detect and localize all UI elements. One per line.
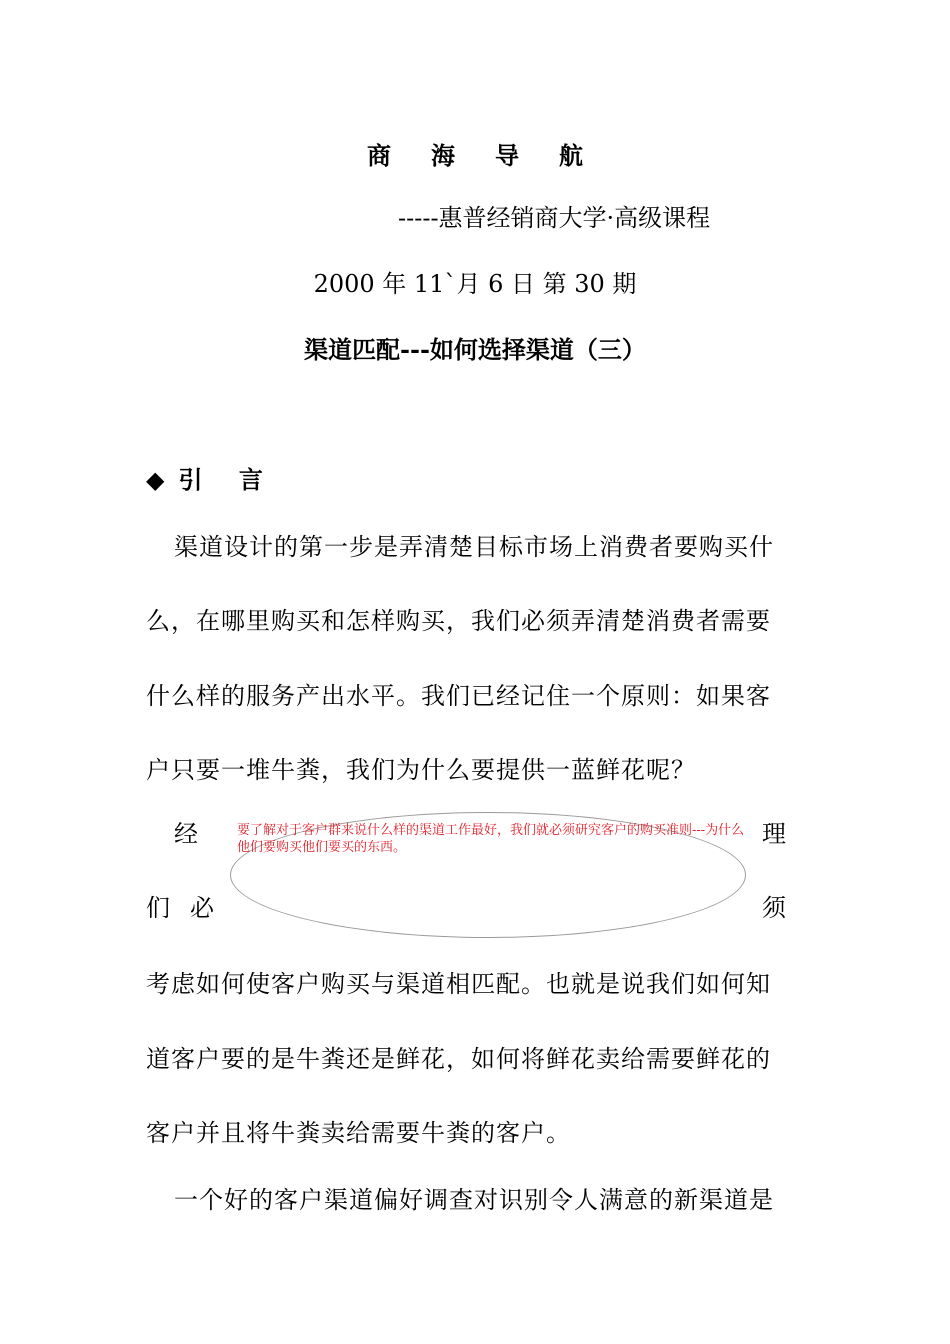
article-heading: 渠道匹配---如何选择渠道（三） [304,335,646,364]
paragraph-line: 户只要一堆牛粪，我们为什么要提供一蓝鲜花呢？ [146,756,696,784]
text-fragment: 须 [762,894,786,922]
issue-date: 2000 年 11`月 6 日 第 30 期 [313,270,637,298]
title-char-3: 导 [495,141,519,170]
paragraph-line: 客户并且将牛粪卖给需要牛粪的客户。 [146,1119,571,1147]
paragraph-line: 么，在哪里购买和怎样购买，我们必须弄清楚消费者需要 [146,607,771,635]
section-heading [146,460,277,495]
text-fragment: 理 [762,820,786,848]
page-title [0,136,950,171]
subtitle: -----惠普经销商大学·高级课程 [398,204,711,232]
paragraph-line: 什么样的服务产出水平。我们已经记住一个原则：如果客 [146,682,771,710]
paragraph-line: 渠道设计的第一步是弄清楚目标市场上消费者要购买什 [174,533,774,561]
paragraph-line: 考虑如何使客户购买与渠道相匹配。也就是说我们如何知 [146,970,771,998]
section-label: 引 言 [178,465,277,494]
title-char-1: 商 [367,141,391,170]
text-fragment: 经 [174,820,198,848]
paragraph-line: 道客户要的是牛粪还是鲜花，如何将鲜花卖给需要鲜花的 [146,1045,771,1073]
title-char-2: 海 [431,141,455,170]
title-char-4: 航 [559,141,583,170]
text-fragment: 必 [190,894,214,922]
paragraph-line: 一个好的客户渠道偏好调查对识别令人满意的新渠道是 [174,1186,774,1214]
callout-text: 要了解对于客户群来说什么样的渠道工作最好，我们就必须研究客户的购买准则---为什么他们要购买他们要买的东西。 [237,823,745,855]
text-fragment: 们 [146,894,170,922]
diamond-bullet-icon: ◆ [146,465,165,494]
